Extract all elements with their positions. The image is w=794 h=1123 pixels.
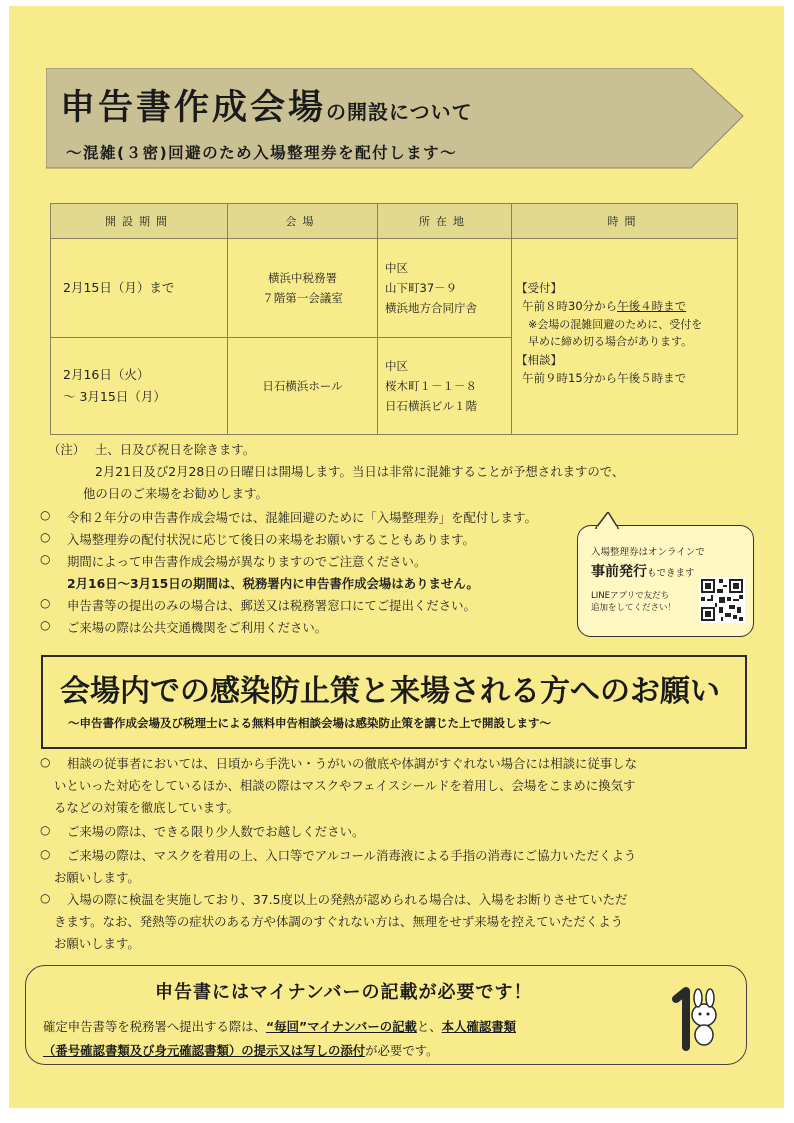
bullet-mark: ○ <box>40 552 51 566</box>
mynumber-line <box>43 1017 516 1035</box>
page-subtitle: ～混雑(３密)回避のため入場整理券を配付します～ <box>66 144 458 162</box>
period-line: 2月16日（火） <box>63 367 150 383</box>
paragraph-line: ご来場の際は、できる限り少人数でお越しください。 <box>67 824 365 839</box>
header-venue: 会場 <box>228 204 378 239</box>
address-cell <box>378 338 512 435</box>
bullet-text: 入場整理券の配付状況に応じて後日の来場をお願いすることもあります。 <box>67 532 475 547</box>
paragraph-line: ご来場の際は、マスクを着用の上、入口等でアルコール消毒液による手指の消毒にご協力いただくよう <box>67 848 637 863</box>
callout-line: LINEアプリで友だち <box>591 591 670 601</box>
paragraph-line: るなどの対策を徹底しています。 <box>54 800 239 815</box>
reception-note: 早めに締め切る場合があります。 <box>528 335 693 349</box>
reception-note: ※会場の混雑回避のために、受付を <box>528 317 703 331</box>
note-mark: （注） <box>48 442 86 457</box>
callout-line: 入場整理券はオンラインで <box>591 547 705 558</box>
table-row <box>51 239 738 338</box>
mynumber-emphasis: “毎回”マイナンバーの記載 <box>266 1019 417 1034</box>
consult-label: 【相談】 <box>516 352 562 367</box>
period-line: ～ 3月15日（月） <box>63 389 166 404</box>
address-line: 中区 <box>385 358 408 373</box>
reception-hours <box>516 297 737 315</box>
bullet-mark: ○ <box>40 508 51 522</box>
paragraph-line: きます。なお、発熱等の症状のある方や体調のすぐれない方は、無理をせず来場を控えていただくよう <box>54 914 623 929</box>
paragraph-line: お願いします。 <box>54 936 140 951</box>
venue-line: ７階第一会議室 <box>262 291 343 305</box>
bullet-mark: ○ <box>40 823 51 837</box>
bullet-mark: ○ <box>40 618 51 632</box>
header-period: 開設期間 <box>51 204 228 239</box>
callout-emphasis-line <box>591 561 695 581</box>
callout-emphasis-suffix: もできます <box>647 568 695 579</box>
bullet-mark: ○ <box>40 755 51 769</box>
address-line: 山下町37－９ <box>385 280 458 295</box>
mynumber-text: が必要です。 <box>365 1043 439 1058</box>
infection-title: 会場内での感染防止策と来場される方へのお願い <box>60 674 720 709</box>
callout-line: 追加をしてください！ <box>591 603 677 614</box>
time-cell <box>512 239 738 435</box>
bullet-text: 申告書等の提出のみの場合は、郵送又は税務署窓口にてご提出ください。 <box>67 598 476 613</box>
mynumber-mascot-icon <box>666 985 724 1055</box>
consult-hours: 午前９時15分から午後５時まで <box>522 371 687 386</box>
callout-emphasis: 事前発行 <box>591 564 647 580</box>
address-line: 横浜地方合同庁舎 <box>385 301 477 316</box>
mynumber-title: 申告書にはマイナンバーの記載が必要です！ <box>155 982 533 1003</box>
address-line: 日石横浜ビル１階 <box>385 399 477 414</box>
mynumber-text: と、 <box>416 1019 442 1034</box>
note-line: 2月21日及び2月28日の日曜日は開場します。当日は非常に混雑することが予想されますので、 <box>95 464 625 479</box>
note-line: 土、日及び祝日を除きます。 <box>95 442 256 457</box>
venue-cell <box>228 239 378 338</box>
qr-code-icon[interactable] <box>699 577 745 623</box>
title-suffix: の開設について <box>326 100 473 124</box>
bullet-text: 期間によって申告書作成会場が異なりますのでご注意ください。 <box>67 554 427 569</box>
address-cell <box>378 239 512 338</box>
page-title <box>60 80 473 130</box>
bullet-text: ご来場の際は公共交通機関をご利用ください。 <box>67 620 328 635</box>
address-line: 桜木町１－１－８ <box>385 378 477 393</box>
mynumber-emphasis: の提示又は写しの添付 <box>241 1043 366 1058</box>
title-main: 申告書作成会場 <box>60 88 327 128</box>
bullet-mark: ○ <box>40 596 51 610</box>
venue-line: 横浜中税務署 <box>268 270 337 285</box>
callout-line-app <box>591 590 676 615</box>
mynumber-emphasis: （番号確認書類及び身元確認書類） <box>43 1043 242 1058</box>
infection-subtitle: ～申告書作成会場及び税理士による無料申告相談会場は感染防止策を講じた上で開設します～ <box>68 716 551 730</box>
bullet-mark: ○ <box>40 891 51 905</box>
paragraph-line: いといった対応をしているほか、相談の際はマスクやフェイスシールドを着用し、会場をこまめに換気す <box>54 778 636 793</box>
warning-text: 2月16日～3月15日の期間は、税務署内に申告書作成会場はありません。 <box>67 576 479 591</box>
table-header-row <box>51 204 738 239</box>
paragraph-line: お願いします。 <box>54 870 140 885</box>
address-line: 中区 <box>385 260 408 275</box>
reception-label: 【受付】 <box>516 281 562 295</box>
note-line: 他の日のご来場をお勧めします。 <box>83 486 268 501</box>
period-cell <box>51 338 228 435</box>
mynumber-line <box>43 1041 439 1059</box>
bullet-text: 令和２年分の申告書作成会場では、混雑回避のために「入場整理券」を配付します。 <box>67 510 537 525</box>
paragraph-line: 相談の従事者においては、日頃から手洗い・うがいの徹底や体調がすぐれない場合には相談に従事しな <box>67 756 637 771</box>
paragraph-line: 入場の際に検温を実施しており、37.5度以上の発熱が認められる場合は、入場をお断りさせていただ <box>67 892 628 907</box>
header-address: 所在地 <box>378 204 512 239</box>
mynumber-emphasis: 本人確認書類 <box>441 1019 517 1034</box>
mynumber-text: 確定申告書等を税務署へ提出する際は、 <box>43 1019 267 1034</box>
reception-start: 午前８時30分から <box>522 299 618 314</box>
schedule-table <box>50 203 738 435</box>
callout-tail <box>594 512 624 530</box>
venue-cell: 日石横浜ホール <box>228 338 378 435</box>
bullet-mark: ○ <box>40 847 51 861</box>
bullet-mark: ○ <box>40 530 51 544</box>
period-cell: 2月15日（月）まで <box>51 239 228 338</box>
reception-end: 午後４時まで <box>617 299 687 314</box>
header-time: 時間 <box>512 204 738 239</box>
